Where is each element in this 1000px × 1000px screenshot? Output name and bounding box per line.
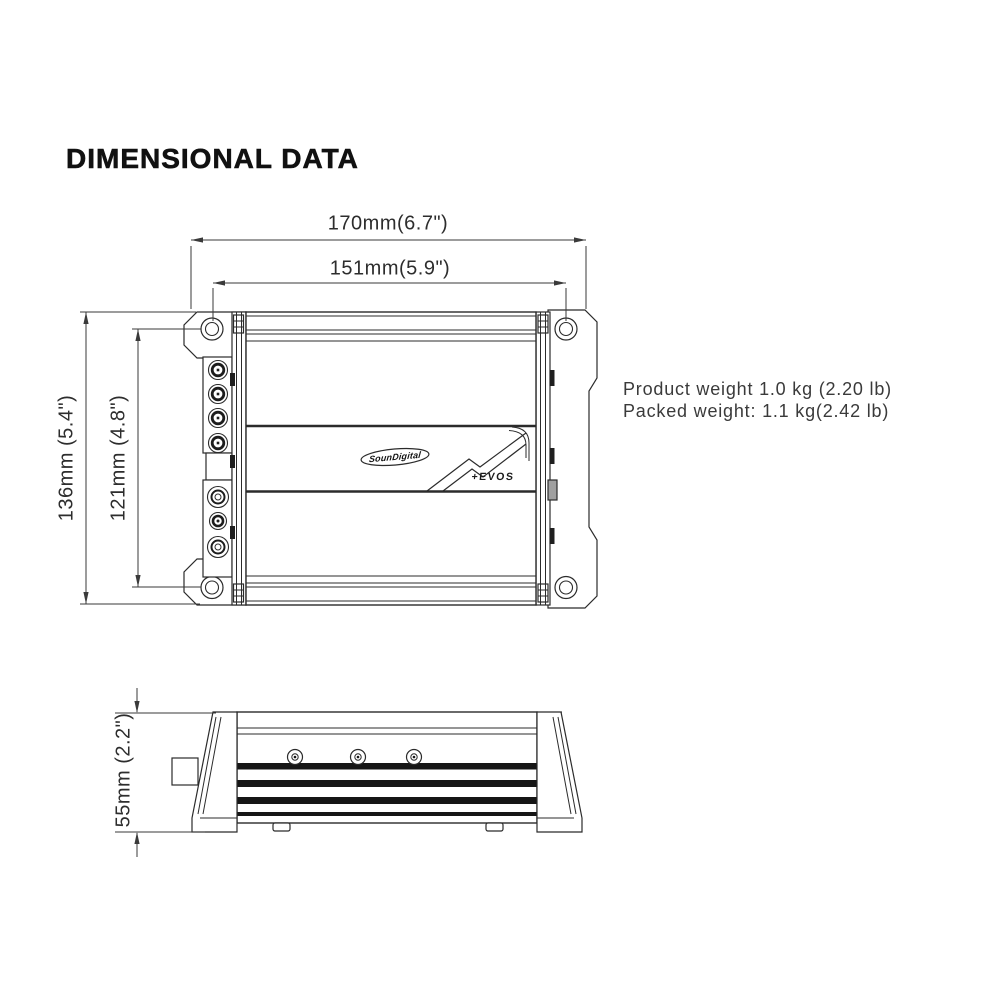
fin-stripe — [237, 763, 537, 770]
clip — [550, 448, 555, 464]
terminal — [210, 513, 227, 530]
arrowhead — [134, 701, 139, 713]
dim-line — [132, 329, 201, 587]
left-rail — [230, 312, 246, 605]
series-label: +EVOS — [470, 471, 516, 483]
clip — [230, 455, 235, 468]
dim-line — [80, 312, 200, 604]
dim-label-height-outer: 136mm (5.4") — [55, 394, 78, 522]
arrowhead — [83, 592, 88, 604]
screw — [288, 750, 303, 765]
terminal — [209, 385, 228, 404]
product-weight-text: Product weight 1.0 kg (2.20 lb) — [623, 379, 892, 399]
screw — [351, 750, 366, 765]
terminal — [209, 409, 228, 428]
screw — [407, 750, 422, 765]
fin-stripe — [237, 797, 537, 804]
fin-stripe — [237, 812, 537, 816]
foot — [273, 823, 290, 831]
side-feet — [273, 823, 503, 831]
side-connector-protrusion — [172, 758, 198, 785]
terminal-block-middle — [206, 453, 232, 480]
arrowhead — [135, 575, 140, 587]
brand-logo-text: SounDigital — [368, 449, 422, 465]
bracket-outline — [548, 310, 597, 608]
dim-label-width-outer: 170mm(6.7") — [327, 212, 449, 235]
arrowhead — [191, 237, 203, 242]
dim-height-mounting — [132, 329, 201, 587]
clip — [550, 528, 555, 544]
terminal — [209, 434, 228, 453]
dim-height-outer — [80, 312, 200, 604]
end-cap-right — [537, 712, 582, 832]
arrowhead — [213, 280, 225, 285]
arrowhead — [554, 280, 566, 285]
mounting-bracket-right — [548, 310, 597, 608]
clip — [230, 373, 235, 386]
side-view-drawing — [172, 712, 582, 832]
dim-label-side-height: 55mm (2.2") — [112, 712, 135, 828]
end-cap-left-outline — [192, 712, 237, 832]
rail — [536, 312, 550, 605]
packed-weight-text: Packed weight: 1.1 kg(2.42 lb) — [623, 401, 890, 421]
dim-label-width-mounting: 151mm(5.9") — [329, 257, 451, 280]
arrowhead — [134, 832, 139, 844]
terminal — [209, 361, 228, 380]
arrowhead — [574, 237, 586, 242]
terminal-strip — [203, 357, 232, 577]
dim-label-height-mounting: 121mm (4.8") — [107, 394, 130, 522]
foot — [486, 823, 503, 831]
clip — [550, 370, 555, 386]
page-title: DIMENSIONAL DATA — [66, 143, 359, 174]
end-cap-left — [192, 712, 237, 832]
clip — [230, 526, 235, 539]
arrowhead — [135, 329, 140, 341]
arrowhead — [83, 312, 88, 324]
side-tab — [548, 480, 557, 500]
end-cap-right-outline — [537, 712, 582, 832]
fin-stripe — [237, 780, 537, 787]
